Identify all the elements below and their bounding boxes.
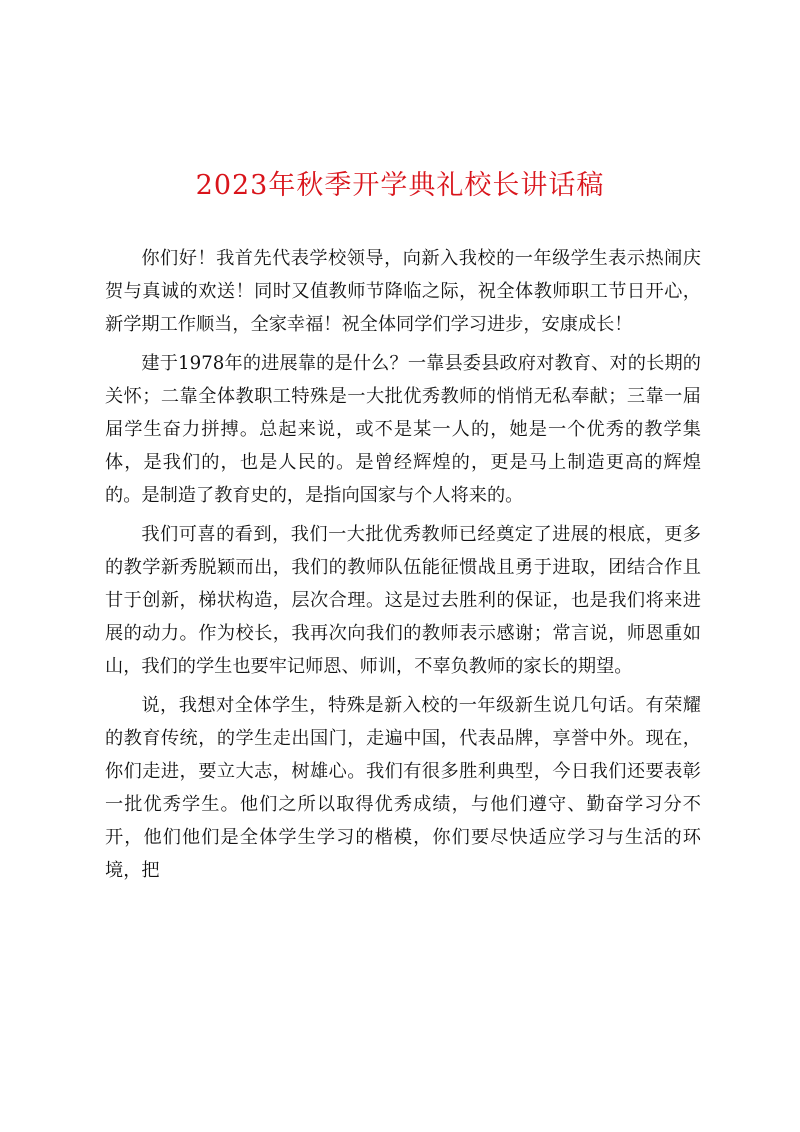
paragraph-3: 我们可喜的看到，我们一大批优秀教师已经奠定了进展的根底，更多的教学新秀脱颖而出，我们的教师队伍能征惯战且勇于进取，团结合作且甘于创新，梯状构造，层次合理。这是过去胜利的保证，也是我们将来进展的动力。作为校长，我再次向我们的教师表示感谢；常言说，师恩重如山，我们的学生也要牢记师恩、师训，不辜负教师的家长的期望。: [105, 524, 701, 677]
paragraph-4: 说，我想对全体学生，特殊是新入校的一年级新生说几句话。有荣耀的教育传统，的学生走出国门，走遍中国，代表品牌，享誉中外。现在，你们走进，要立大志，树雄心。我们有很多胜利典型，今日我们还要表彰一批优秀学生。他们之所以取得优秀成绩，与他们遵守、勤奋学习分不开，他们他们是全体学生学习的楷模，你们要尽快适应学习与生活的环境，把: [105, 695, 701, 881]
paragraph-2: 建于1978年的进展靠的是什么？一靠县委县政府对教育、对的长期的关怀；二靠全体教职工特殊是一大批优秀教师的悄悄无私奉献；三靠一届届学生奋力拼搏。总起来说，或不是某一人的，她是一个优秀的教学集体，是我们的，也是人民的。是曾经辉煌的，更是马上制造更高的辉煌的。是制造了教育史的，是指向国家与个人将来的。: [105, 353, 701, 506]
document-title: 2023年秋季开学典礼校长讲话稿: [195, 170, 605, 201]
paragraph-1: 你们好！我首先代表学校领导，向新入我校的一年级学生表示热闹庆贺与真诚的欢送！同时又值教师节降临之际，祝全体教师职工节日开心，新学期工作顺当，全家幸福！祝全体同学们学习进步，安康成长！: [105, 248, 701, 335]
document-body: [105, 242, 701, 893]
